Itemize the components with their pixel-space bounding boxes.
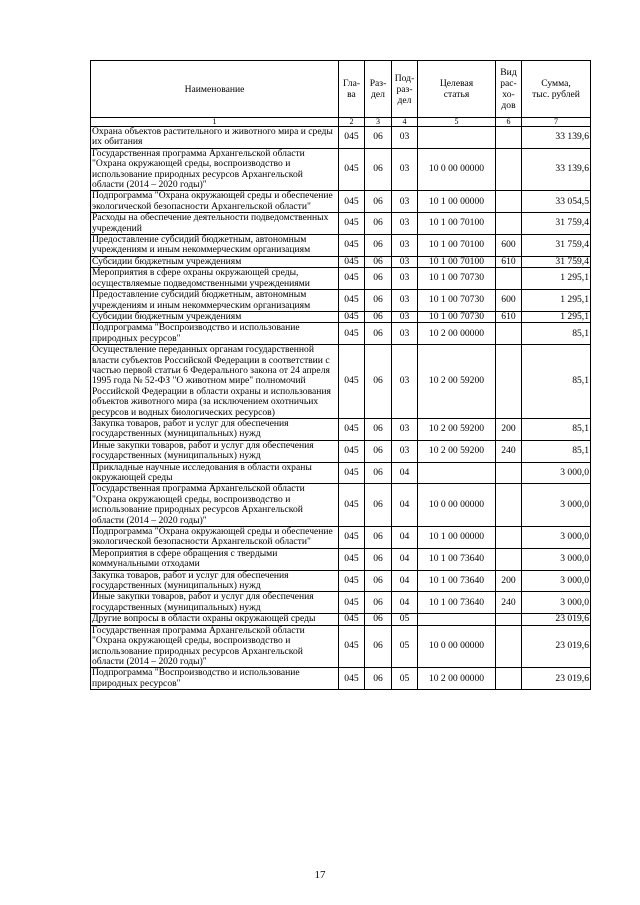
row-target-cell: 10 1 00 73640 bbox=[418, 570, 496, 592]
row-name-cell: Иные закупки товаров, работ и услуг для обеспечения государственных (муниципальных) нужд bbox=[91, 592, 339, 614]
row-subsection-cell: 03 bbox=[392, 345, 418, 419]
row-section-cell: 06 bbox=[365, 323, 392, 345]
row-target-cell: 10 0 00 00000 bbox=[418, 484, 496, 527]
row-section-cell: 06 bbox=[365, 462, 392, 484]
row-sum-cell: 3 000,0 bbox=[522, 570, 591, 592]
row-section-cell: 06 bbox=[365, 213, 392, 235]
header-section: Раз- дел bbox=[365, 61, 392, 118]
row-expense-type-cell: 610 bbox=[496, 256, 522, 267]
row-chapter-cell: 045 bbox=[339, 418, 365, 440]
row-name-cell: Иные закупки товаров, работ и услуг для обеспечения государственных (муниципальных) нужд bbox=[91, 440, 339, 462]
row-expense-type-cell: 600 bbox=[496, 290, 522, 312]
row-expense-type-cell: 610 bbox=[496, 311, 522, 322]
row-name-cell: Мероприятия в сфере охраны окружающей среды, осуществляемые подведомственными учреждениями bbox=[91, 268, 339, 290]
page-number: 17 bbox=[314, 869, 326, 881]
row-expense-type-cell: 240 bbox=[496, 592, 522, 614]
row-name-cell: Закупка товаров, работ и услуг для обеспечения государственных (муниципальных) нужд bbox=[91, 418, 339, 440]
row-name-cell: Государственная программа Архангельской области "Охрана окружающей среды, воспроизводство и использование природных ресурсов Архангельской области (2014 – 2020 годы)" bbox=[91, 484, 339, 527]
row-sum-cell: 85,1 bbox=[522, 323, 591, 345]
row-subsection-cell: 03 bbox=[392, 148, 418, 191]
table-row bbox=[91, 614, 591, 625]
row-target-cell: 10 1 00 70100 bbox=[418, 256, 496, 267]
column-number: 2 bbox=[339, 118, 365, 127]
row-section-cell: 06 bbox=[365, 311, 392, 322]
row-subsection-cell: 03 bbox=[392, 440, 418, 462]
row-target-cell: 10 2 00 59200 bbox=[418, 440, 496, 462]
row-section-cell: 06 bbox=[365, 570, 392, 592]
row-expense-type-cell bbox=[496, 668, 522, 690]
row-subsection-cell: 04 bbox=[392, 462, 418, 484]
row-expense-type-cell bbox=[496, 527, 522, 549]
table-row bbox=[91, 213, 591, 235]
row-sum-cell: 33 054,5 bbox=[522, 191, 591, 213]
row-section-cell: 06 bbox=[365, 548, 392, 570]
row-sum-cell: 31 759,4 bbox=[522, 213, 591, 235]
header-name: Наименование bbox=[91, 61, 339, 118]
row-subsection-cell: 03 bbox=[392, 418, 418, 440]
row-section-cell: 06 bbox=[365, 127, 392, 149]
row-section-cell: 06 bbox=[365, 440, 392, 462]
row-chapter-cell: 045 bbox=[339, 440, 365, 462]
table-row bbox=[91, 440, 591, 462]
row-subsection-cell: 05 bbox=[392, 614, 418, 625]
row-target-cell: 10 1 00 00000 bbox=[418, 191, 496, 213]
table-row bbox=[91, 668, 591, 690]
row-name-cell: Субсидии бюджетным учреждениям bbox=[91, 311, 339, 322]
row-expense-type-cell bbox=[496, 345, 522, 419]
row-name-cell: Государственная программа Архангельской области "Охрана окружающей среды, воспроизводство и использование природных ресурсов Архангельской области (2014 – 2020 годы)" bbox=[91, 625, 339, 668]
table-row bbox=[91, 235, 591, 257]
row-name-cell: Государственная программа Архангельской области "Охрана окружающей среды, воспроизводство и использование природных ресурсов Архангельской области (2014 – 2020 годы)" bbox=[91, 148, 339, 191]
row-sum-cell: 1 295,1 bbox=[522, 311, 591, 322]
row-target-cell: 10 1 00 70730 bbox=[418, 268, 496, 290]
row-chapter-cell: 045 bbox=[339, 668, 365, 690]
row-name-cell: Предоставление субсидий бюджетным, автономным учреждениям и иным некоммерческим организациям bbox=[91, 235, 339, 257]
row-subsection-cell: 05 bbox=[392, 625, 418, 668]
row-chapter-cell: 045 bbox=[339, 570, 365, 592]
row-target-cell bbox=[418, 462, 496, 484]
row-expense-type-cell bbox=[496, 191, 522, 213]
row-name-cell: Охрана объектов растительного и животного мира и среды их обитания bbox=[91, 127, 339, 149]
row-name-cell: Подпрограмма "Воспроизводство и использование природных ресурсов" bbox=[91, 323, 339, 345]
table-row bbox=[91, 570, 591, 592]
row-name-cell: Субсидии бюджетным учреждениям bbox=[91, 256, 339, 267]
header-expense-type: Вид рас- хо- дов bbox=[496, 61, 522, 118]
table-row bbox=[91, 548, 591, 570]
row-chapter-cell: 045 bbox=[339, 527, 365, 549]
row-section-cell: 06 bbox=[365, 290, 392, 312]
table-row bbox=[91, 127, 591, 149]
row-sum-cell: 3 000,0 bbox=[522, 484, 591, 527]
row-chapter-cell: 045 bbox=[339, 213, 365, 235]
row-section-cell: 06 bbox=[365, 256, 392, 267]
row-expense-type-cell: 200 bbox=[496, 570, 522, 592]
row-name-cell: Расходы на обеспечение деятельности подведомственных учреждений bbox=[91, 213, 339, 235]
row-subsection-cell: 03 bbox=[392, 323, 418, 345]
row-expense-type-cell: 600 bbox=[496, 235, 522, 257]
row-expense-type-cell bbox=[496, 213, 522, 235]
row-section-cell: 06 bbox=[365, 345, 392, 419]
row-section-cell: 06 bbox=[365, 625, 392, 668]
row-name-cell: Осуществление переданных органам государственной власти субъектов Российской Федерации в соответствии с частью первой статьи 6 Федерального закона от 24 апреля 1995 года № 52-ФЗ "О животном мире" полномочий Российской Федерации в области охраны и использования объектов животного мира (за исключением охотничьих ресурсов и водных биологических ресурсов) bbox=[91, 345, 339, 419]
row-name-cell: Прикладные научные исследования в области охраны окружающей среды bbox=[91, 462, 339, 484]
row-chapter-cell: 045 bbox=[339, 548, 365, 570]
budget-table bbox=[90, 60, 591, 690]
table-row bbox=[91, 527, 591, 549]
row-subsection-cell: 03 bbox=[392, 213, 418, 235]
row-target-cell: 10 2 00 59200 bbox=[418, 418, 496, 440]
table-row bbox=[91, 290, 591, 312]
row-target-cell: 10 1 00 00000 bbox=[418, 527, 496, 549]
row-chapter-cell: 045 bbox=[339, 191, 365, 213]
table-row bbox=[91, 484, 591, 527]
header-target: Целевая статья bbox=[418, 61, 496, 118]
row-chapter-cell: 045 bbox=[339, 462, 365, 484]
row-chapter-cell: 045 bbox=[339, 323, 365, 345]
row-chapter-cell: 045 bbox=[339, 484, 365, 527]
row-target-cell: 10 1 00 73640 bbox=[418, 548, 496, 570]
row-subsection-cell: 04 bbox=[392, 548, 418, 570]
table-row bbox=[91, 592, 591, 614]
row-sum-cell: 85,1 bbox=[522, 418, 591, 440]
row-sum-cell: 85,1 bbox=[522, 345, 591, 419]
table-row bbox=[91, 191, 591, 213]
row-sum-cell: 1 295,1 bbox=[522, 268, 591, 290]
row-expense-type-cell bbox=[496, 614, 522, 625]
row-name-cell: Подпрограмма "Воспроизводство и использование природных ресурсов" bbox=[91, 668, 339, 690]
table-row bbox=[91, 268, 591, 290]
header-sum: Сумма, тыс. рублей bbox=[522, 61, 591, 118]
row-target-cell: 10 1 00 70730 bbox=[418, 311, 496, 322]
row-sum-cell: 33 139,6 bbox=[522, 127, 591, 149]
row-subsection-cell: 04 bbox=[392, 484, 418, 527]
table-row bbox=[91, 311, 591, 322]
row-subsection-cell: 03 bbox=[392, 235, 418, 257]
header-chapter: Гла- ва bbox=[339, 61, 365, 118]
row-subsection-cell: 05 bbox=[392, 668, 418, 690]
row-chapter-cell: 045 bbox=[339, 127, 365, 149]
row-expense-type-cell bbox=[496, 484, 522, 527]
row-subsection-cell: 03 bbox=[392, 256, 418, 267]
row-sum-cell: 3 000,0 bbox=[522, 592, 591, 614]
row-section-cell: 06 bbox=[365, 148, 392, 191]
row-section-cell: 06 bbox=[365, 527, 392, 549]
table-body bbox=[91, 127, 591, 690]
row-section-cell: 06 bbox=[365, 418, 392, 440]
row-expense-type-cell bbox=[496, 148, 522, 191]
row-sum-cell: 85,1 bbox=[522, 440, 591, 462]
row-section-cell: 06 bbox=[365, 268, 392, 290]
row-name-cell: Подпрограмма "Охрана окружающей среды и обеспечение экологической безопасности Архангельской области" bbox=[91, 527, 339, 549]
row-expense-type-cell bbox=[496, 323, 522, 345]
row-expense-type-cell: 200 bbox=[496, 418, 522, 440]
row-chapter-cell: 045 bbox=[339, 256, 365, 267]
row-sum-cell: 3 000,0 bbox=[522, 462, 591, 484]
row-chapter-cell: 045 bbox=[339, 311, 365, 322]
table-row bbox=[91, 625, 591, 668]
column-number: 7 bbox=[522, 118, 591, 127]
column-number: 5 bbox=[418, 118, 496, 127]
row-target-cell: 10 0 00 00000 bbox=[418, 625, 496, 668]
row-subsection-cell: 04 bbox=[392, 592, 418, 614]
row-target-cell: 10 0 00 00000 bbox=[418, 148, 496, 191]
row-subsection-cell: 03 bbox=[392, 127, 418, 149]
row-section-cell: 06 bbox=[365, 592, 392, 614]
row-chapter-cell: 045 bbox=[339, 148, 365, 191]
row-target-cell: 10 1 00 70100 bbox=[418, 235, 496, 257]
row-chapter-cell: 045 bbox=[339, 614, 365, 625]
row-chapter-cell: 045 bbox=[339, 235, 365, 257]
row-section-cell: 06 bbox=[365, 235, 392, 257]
row-subsection-cell: 03 bbox=[392, 290, 418, 312]
row-subsection-cell: 03 bbox=[392, 311, 418, 322]
row-expense-type-cell: 240 bbox=[496, 440, 522, 462]
row-target-cell bbox=[418, 127, 496, 149]
row-name-cell: Предоставление субсидий бюджетным, автономным учреждениям и иным некоммерческим организациям bbox=[91, 290, 339, 312]
column-number: 3 bbox=[365, 118, 392, 127]
row-expense-type-cell bbox=[496, 127, 522, 149]
row-target-cell: 10 2 00 00000 bbox=[418, 323, 496, 345]
row-expense-type-cell bbox=[496, 548, 522, 570]
row-chapter-cell: 045 bbox=[339, 625, 365, 668]
row-sum-cell: 23 019,6 bbox=[522, 668, 591, 690]
row-chapter-cell: 045 bbox=[339, 592, 365, 614]
row-section-cell: 06 bbox=[365, 614, 392, 625]
row-sum-cell: 31 759,4 bbox=[522, 256, 591, 267]
row-target-cell: 10 1 00 70730 bbox=[418, 290, 496, 312]
table-row bbox=[91, 418, 591, 440]
row-sum-cell: 23 019,6 bbox=[522, 625, 591, 668]
row-name-cell: Подпрограмма "Охрана окружающей среды и обеспечение экологической безопасности Архангельской области" bbox=[91, 191, 339, 213]
table-row bbox=[91, 462, 591, 484]
column-number: 4 bbox=[392, 118, 418, 127]
table-row bbox=[91, 323, 591, 345]
row-section-cell: 06 bbox=[365, 484, 392, 527]
column-number: 6 bbox=[496, 118, 522, 127]
row-subsection-cell: 04 bbox=[392, 527, 418, 549]
row-target-cell: 10 1 00 73640 bbox=[418, 592, 496, 614]
row-sum-cell: 3 000,0 bbox=[522, 527, 591, 549]
row-subsection-cell: 03 bbox=[392, 268, 418, 290]
row-expense-type-cell bbox=[496, 268, 522, 290]
row-sum-cell: 3 000,0 bbox=[522, 548, 591, 570]
row-section-cell: 06 bbox=[365, 668, 392, 690]
row-sum-cell: 33 139,6 bbox=[522, 148, 591, 191]
row-subsection-cell: 03 bbox=[392, 191, 418, 213]
row-chapter-cell: 045 bbox=[339, 268, 365, 290]
row-name-cell: Закупка товаров, работ и услуг для обеспечения государственных (муниципальных) нужд bbox=[91, 570, 339, 592]
row-expense-type-cell bbox=[496, 462, 522, 484]
row-name-cell: Другие вопросы в области охраны окружающей среды bbox=[91, 614, 339, 625]
row-target-cell bbox=[418, 614, 496, 625]
row-chapter-cell: 045 bbox=[339, 290, 365, 312]
row-name-cell: Мероприятия в сфере обращения с твердыми коммунальными отходами bbox=[91, 548, 339, 570]
row-chapter-cell: 045 bbox=[339, 345, 365, 419]
row-sum-cell: 23 019,6 bbox=[522, 614, 591, 625]
row-section-cell: 06 bbox=[365, 191, 392, 213]
row-sum-cell: 31 759,4 bbox=[522, 235, 591, 257]
row-subsection-cell: 04 bbox=[392, 570, 418, 592]
row-target-cell: 10 2 00 00000 bbox=[418, 668, 496, 690]
table-row bbox=[91, 345, 591, 419]
row-expense-type-cell bbox=[496, 625, 522, 668]
column-number: 1 bbox=[91, 118, 339, 127]
table-row bbox=[91, 256, 591, 267]
header-subsection: Под- раз- дел bbox=[392, 61, 418, 118]
row-target-cell: 10 1 00 70100 bbox=[418, 213, 496, 235]
header-row bbox=[91, 61, 591, 118]
row-sum-cell: 1 295,1 bbox=[522, 290, 591, 312]
row-target-cell: 10 2 00 59200 bbox=[418, 345, 496, 419]
table-row bbox=[91, 148, 591, 191]
